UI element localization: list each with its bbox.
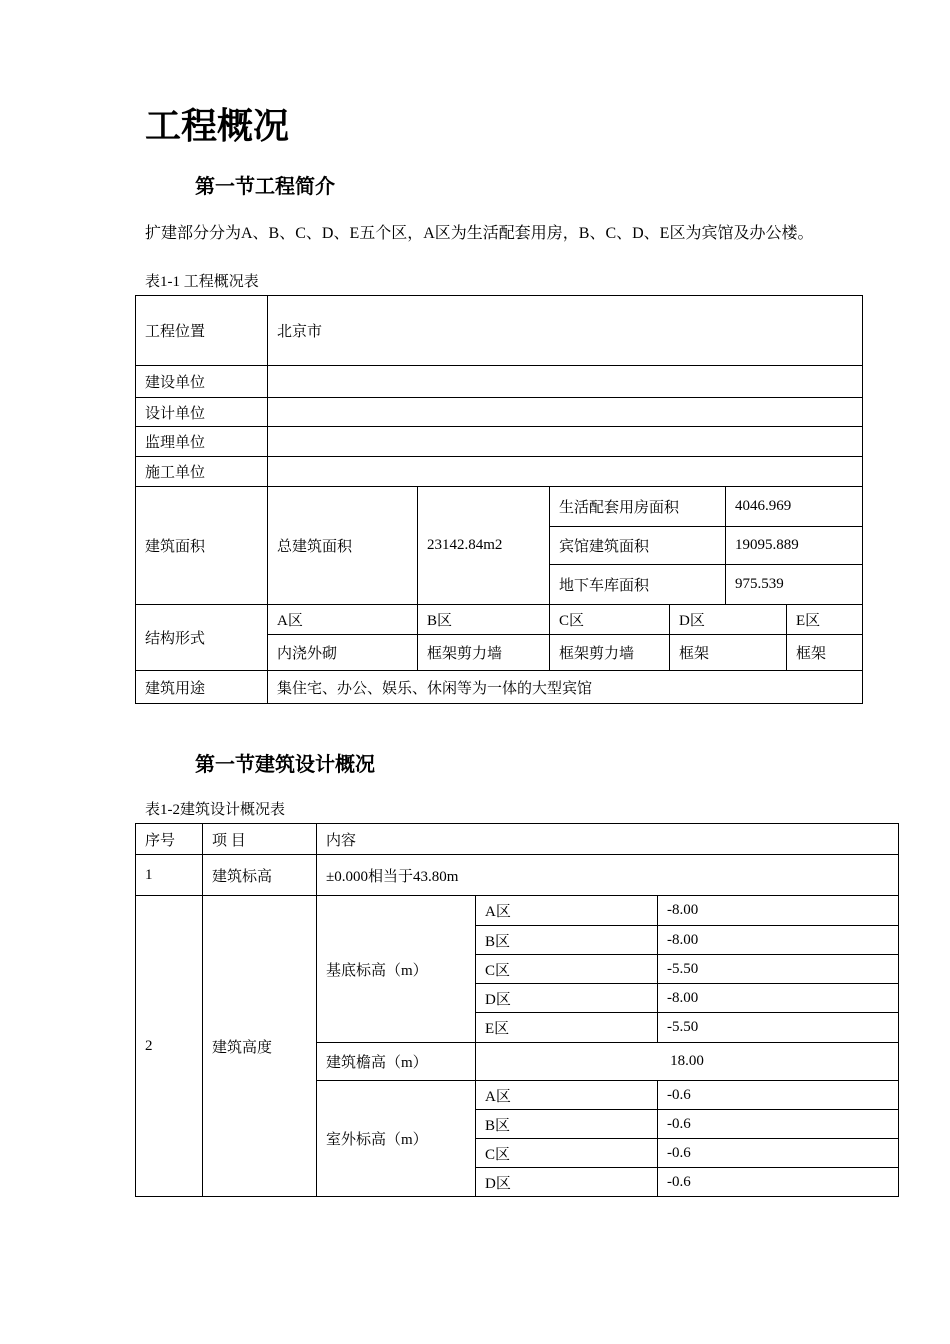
- table-row: [136, 296, 863, 366]
- structure-value: 框架剪力墙: [550, 635, 670, 671]
- table-row: [136, 487, 863, 527]
- zone-label: B区: [476, 1110, 658, 1139]
- designer-label: 设计单位: [136, 398, 268, 427]
- zone-value: -8.00: [658, 896, 899, 926]
- zone-label: D区: [670, 605, 787, 635]
- section-1-heading: 第一节工程简介: [195, 174, 335, 198]
- zone-label: D区: [476, 1168, 658, 1197]
- structure-value: 框架: [787, 635, 863, 671]
- table-row: [136, 671, 863, 704]
- row-no: 2: [136, 896, 203, 1197]
- col-header-content: 内容: [317, 824, 899, 855]
- zone-label: C区: [550, 605, 670, 635]
- location-label: 工程位置: [136, 296, 268, 366]
- table-row: [136, 366, 863, 398]
- table-1-caption: 表1-1 工程概况表: [145, 274, 259, 290]
- col-header-item: 项 目: [203, 824, 317, 855]
- designer-value: [268, 398, 863, 427]
- row-item: 建筑高度: [203, 896, 317, 1197]
- intro-paragraph: 扩建部分分为A、B、C、D、E五个区，A区为生活配套用房，B、C、D、E区为宾馆及办公楼。: [145, 225, 814, 242]
- contractor-value: [268, 457, 863, 487]
- zone-label: E区: [476, 1013, 658, 1043]
- zone-value: -0.6: [658, 1081, 899, 1110]
- structure-label: 结构形式: [136, 605, 268, 671]
- table-row: [136, 896, 899, 926]
- row-no: 1: [136, 855, 203, 896]
- location-value: 北京市: [268, 296, 863, 366]
- zone-label: E区: [787, 605, 863, 635]
- project-overview-table: [135, 295, 863, 704]
- col-header-no: 序号: [136, 824, 203, 855]
- outdoor-elevation-label: 室外标高（m）: [317, 1081, 476, 1197]
- structure-value: 框架: [670, 635, 787, 671]
- total-area-label: 总建筑面积: [268, 487, 418, 605]
- owner-value: [268, 366, 863, 398]
- usage-label: 建筑用途: [136, 671, 268, 704]
- page-title: 工程概况: [145, 106, 290, 147]
- zone-label: A区: [476, 896, 658, 926]
- zone-label: D区: [476, 984, 658, 1013]
- supervisor-label: 监理单位: [136, 427, 268, 457]
- sub-area-label: 生活配套用房面积: [550, 487, 726, 527]
- total-area-value: 23142.84m2: [418, 487, 550, 605]
- structure-value: 内浇外砌: [268, 635, 418, 671]
- table-row: [136, 427, 863, 457]
- eave-height-label: 建筑檐高（m）: [317, 1043, 476, 1081]
- usage-value: 集住宅、办公、娱乐、休闲等为一体的大型宾馆: [268, 671, 863, 704]
- structure-value: 框架剪力墙: [418, 635, 550, 671]
- zone-value: -5.50: [658, 955, 899, 984]
- zone-value: -0.6: [658, 1168, 899, 1197]
- sub-area-value: 975.539: [726, 565, 863, 605]
- building-design-table: [135, 823, 899, 1197]
- zone-label: C区: [476, 955, 658, 984]
- table-2-caption: 表1-2建筑设计概况表: [145, 802, 285, 818]
- sub-area-value: 4046.969: [726, 487, 863, 527]
- section-2-heading: 第一节建筑设计概况: [195, 752, 375, 776]
- row-content: ±0.000相当于43.80m: [317, 855, 899, 896]
- zone-value: -5.50: [658, 1013, 899, 1043]
- zone-value: -0.6: [658, 1110, 899, 1139]
- sub-area-label: 地下车库面积: [550, 565, 726, 605]
- zone-value: -8.00: [658, 926, 899, 955]
- sub-area-label: 宾馆建筑面积: [550, 527, 726, 565]
- table-row: [136, 605, 863, 635]
- table-row: [136, 855, 899, 896]
- supervisor-value: [268, 427, 863, 457]
- zone-value: -0.6: [658, 1139, 899, 1168]
- table-row: [136, 398, 863, 427]
- row-item: 建筑标高: [203, 855, 317, 896]
- zone-label: A区: [476, 1081, 658, 1110]
- zone-label: A区: [268, 605, 418, 635]
- eave-height-value: 18.00: [476, 1043, 899, 1081]
- owner-label: 建设单位: [136, 366, 268, 398]
- zone-label: B区: [476, 926, 658, 955]
- area-label: 建筑面积: [136, 487, 268, 605]
- zone-value: -8.00: [658, 984, 899, 1013]
- zone-label: C区: [476, 1139, 658, 1168]
- table-header-row: [136, 824, 899, 855]
- zone-label: B区: [418, 605, 550, 635]
- table-row: [136, 457, 863, 487]
- base-elevation-label: 基底标高（m）: [317, 896, 476, 1043]
- sub-area-value: 19095.889: [726, 527, 863, 565]
- contractor-label: 施工单位: [136, 457, 268, 487]
